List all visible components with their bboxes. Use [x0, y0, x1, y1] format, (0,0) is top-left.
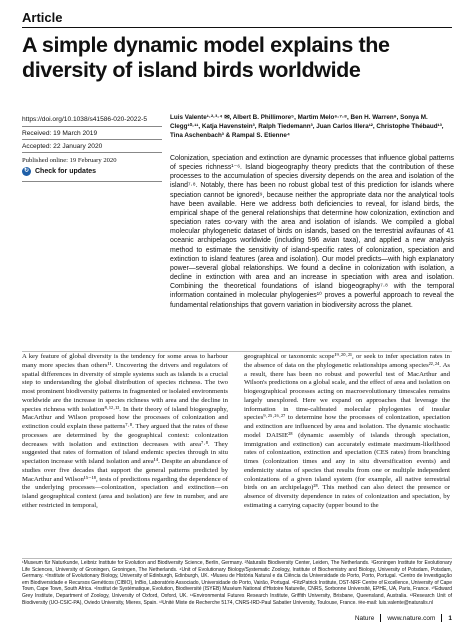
page-number: 1	[448, 614, 452, 622]
published-date: Published online: 19 February 2020	[22, 157, 117, 164]
meta-divider	[22, 126, 162, 127]
abstract: Colonization, speciation and extinction are dynamic processes that influence global patterns of species richness¹⁻⁶. Island biogeography theory predicts that the contribution of these processes to the accumulation of species diversity depends on the area and isolation of the island⁷·⁸. Notably, there has been no robust global test of this prediction for islands where speciation cannot be ignored⁹, because neither the appropriate data nor the analytical tools have been available. Here we address both deficiencies to reveal, for island birds, the empirical shape of the general relationships that determine how colonization, extinction and speciation rates co-vary with the area and isolation of islands. We compiled a global molecular phylogenetic dataset of birds on islands, based on the terrestrial avifaunas of 41 oceanic archipelagos worldwide (including 596 avian taxa), and applied a new analysis method to estimate the sensitivity of island-specific rates of colonization, speciation and extinction to island features (area and isolation). Our model predicts—with high explanatory power—several global relationships. We found a decline in colonization with isolation, a decline in extinction with area and an increase in speciation with area and isolation. Combining the theoretical foundations of island biogeography⁷·⁸ with the temporal information contained in molecular phylogenies¹⁰ proves a powerful approach to reveal the fundamental relationships that govern variation in biodiversity across the planet.	[170, 155, 454, 309]
meta-divider	[22, 152, 162, 153]
body-column-right: geographical or taxonomic scope¹⁹·²⁰·²¹, or seek to infer speciation rates in the absence of data on the phylogenetic relationships among species²²·²⁴. As a result, there has been no robust and powerful test of MacArthur and Wilson's predictions on a global scale, and the effect of area and isolation on biogeographical processes acting on macroevolutionary timescales remains largely unexplored. Here we expand on approaches that leverage the information in time-calibrated molecular phylogenies of insular species⁹·²⁵·²⁶·²⁷ to determine how the processes of colonization, speciation and extinction are influenced by area and isolation. The dynamic stochastic model DAISIE²⁸ (dynamic assembly of islands through speciation, immigration and extinction) can accurately estimate maximum-likelihood rates of colonization, extinction and speciation (CES rates) from branching times (colonization times and any in situ diversification events) and endemicity status of species that results from one or multiple independent colonizations of a given island system (for example, all native terrestrial birds on an archipelago)²⁸. This method can also detect the presence or absence of diversity dependence in rates of colonization and speciation, by estimating a carrying capacity (upper bound to the	[244, 353, 450, 509]
received-date: Received: 19 March 2019	[22, 130, 98, 137]
affiliations-footnote: ¹Museum für Naturkunde, Leibniz Institute for Evolution and Biodiversity Science, Berlin, Germany. ²Naturalis Biodiversity Center, Leiden, The Netherlands. ³Groningen Institute for Evolutionary Life Sciences, University of Groningen, Groningen, The Netherlands. ⁴Unit of Evolutionary Biology/Systematic Zoology, Institute of Biochemistry and Biology, University of Potsdam, Potsdam, Germany. ⁵Institute of Evolutionary Biology, University of Edinburgh, Edinburgh, UK. ⁶Museu de História Natural e da Ciência da Universidade do Porto, Porto, Portugal. ⁷Centro de Investigação em Biodiversidade e Recursos Genéticos (CIBIO), InBio, Laboratório Associado, Universidade do Porto, Vairão, Portugal. ⁸FitzPatrick Institute, DST-NRF Centre of Excellence, University of Cape Town, Cape Town, South Africa. ⁹Institut de Systématique, Evolution, Biodiversité (ISYEB) Muséum National d'Histoire Naturelle, CNRS, Sorbonne Université, EPHE, UA, Paris, France. ¹⁰Edward Grey Institute, Department of Zoology, University of Oxford, Oxford, UK. ¹¹Environmental Futures Research Institute, Griffith University, Brisbane, Queensland, Australia. ¹²Research Unit of Biodiversity (UO-CSIC-PA), Oviedo University, Mieres, Spain. ¹³Unité Mixte de Recherche 5174, CNRS-IRD-Paul Sabatier University, Toulouse, France. ✉e-mail: luis.valente@naturalis.nl	[22, 560, 452, 606]
footnote-divider	[22, 558, 452, 559]
page-footer	[355, 614, 452, 622]
footer-separator	[380, 614, 381, 622]
article-title: A simple dynamic model explains the diversity of island birds worldwide	[22, 33, 390, 82]
footer-separator	[441, 614, 442, 622]
author-list: Luis Valente¹·²·³·⁴ ✉, Albert B. Phillimore⁵, Martim Melo⁶·⁷·⁸, Ben H. Warren⁹, Sonya M. Clegg¹⁰·¹¹, Katja Havenstein³, Ralph Tiedemann³, Juan Carlos Illera¹², Christophe Thébaud¹³, Tina Aschenbach³ & Rampal S. Etienne⁴	[170, 114, 444, 139]
journal-name: Nature	[354, 614, 375, 622]
doi-link[interactable]: https://doi.org/10.1038/s41586-020-2022-5	[22, 116, 148, 123]
check-updates-button[interactable]	[22, 167, 96, 176]
check-updates-label: Check for updates	[35, 168, 97, 175]
meta-divider	[22, 181, 162, 182]
article-type-label: Article	[22, 10, 63, 25]
meta-divider	[22, 139, 162, 140]
header-rule	[22, 27, 452, 28]
body-column-left: A key feature of global diversity is the tendency for some areas to harbour many more species than others¹¹. Uncovering the drivers and regulators of spatial differences in diversity of simple systems such as islands is a crucial step to understanding the global distribution of species richness. The two most prominent biodiversity patterns in fragmented or isolated environments worldwide are the increase in species richness with area and the decline in species richness with isolation⁸·¹²·¹³. In their theory of island biogeography, MacArthur and Wilson proposed how the processes of colonization and extinction could explain these patterns⁷·⁸. They argued that the rates of these processes are determined by the geographical context: colonization decreases with isolation and extinction decreases with area⁷·⁸. They suggested that rates of formation of island endemic species through in situ speciation increase with island isolation and area¹⁴. Despite an abundance of studies over five decades that support the general patterns predicted by MacArthur and Wilson¹⁵⁻¹⁸, tests of predictions regarding the dependence of the underlying processes—colonization, speciation and extinction—on island geographical context (area and isolation) are few in number, and are either restricted in temporal,	[22, 353, 228, 509]
body-divider	[22, 351, 452, 352]
refresh-icon: ↻	[23, 168, 30, 174]
accepted-date: Accepted: 22 January 2020	[22, 143, 103, 150]
journal-site[interactable]: www.nature.com	[387, 614, 436, 622]
